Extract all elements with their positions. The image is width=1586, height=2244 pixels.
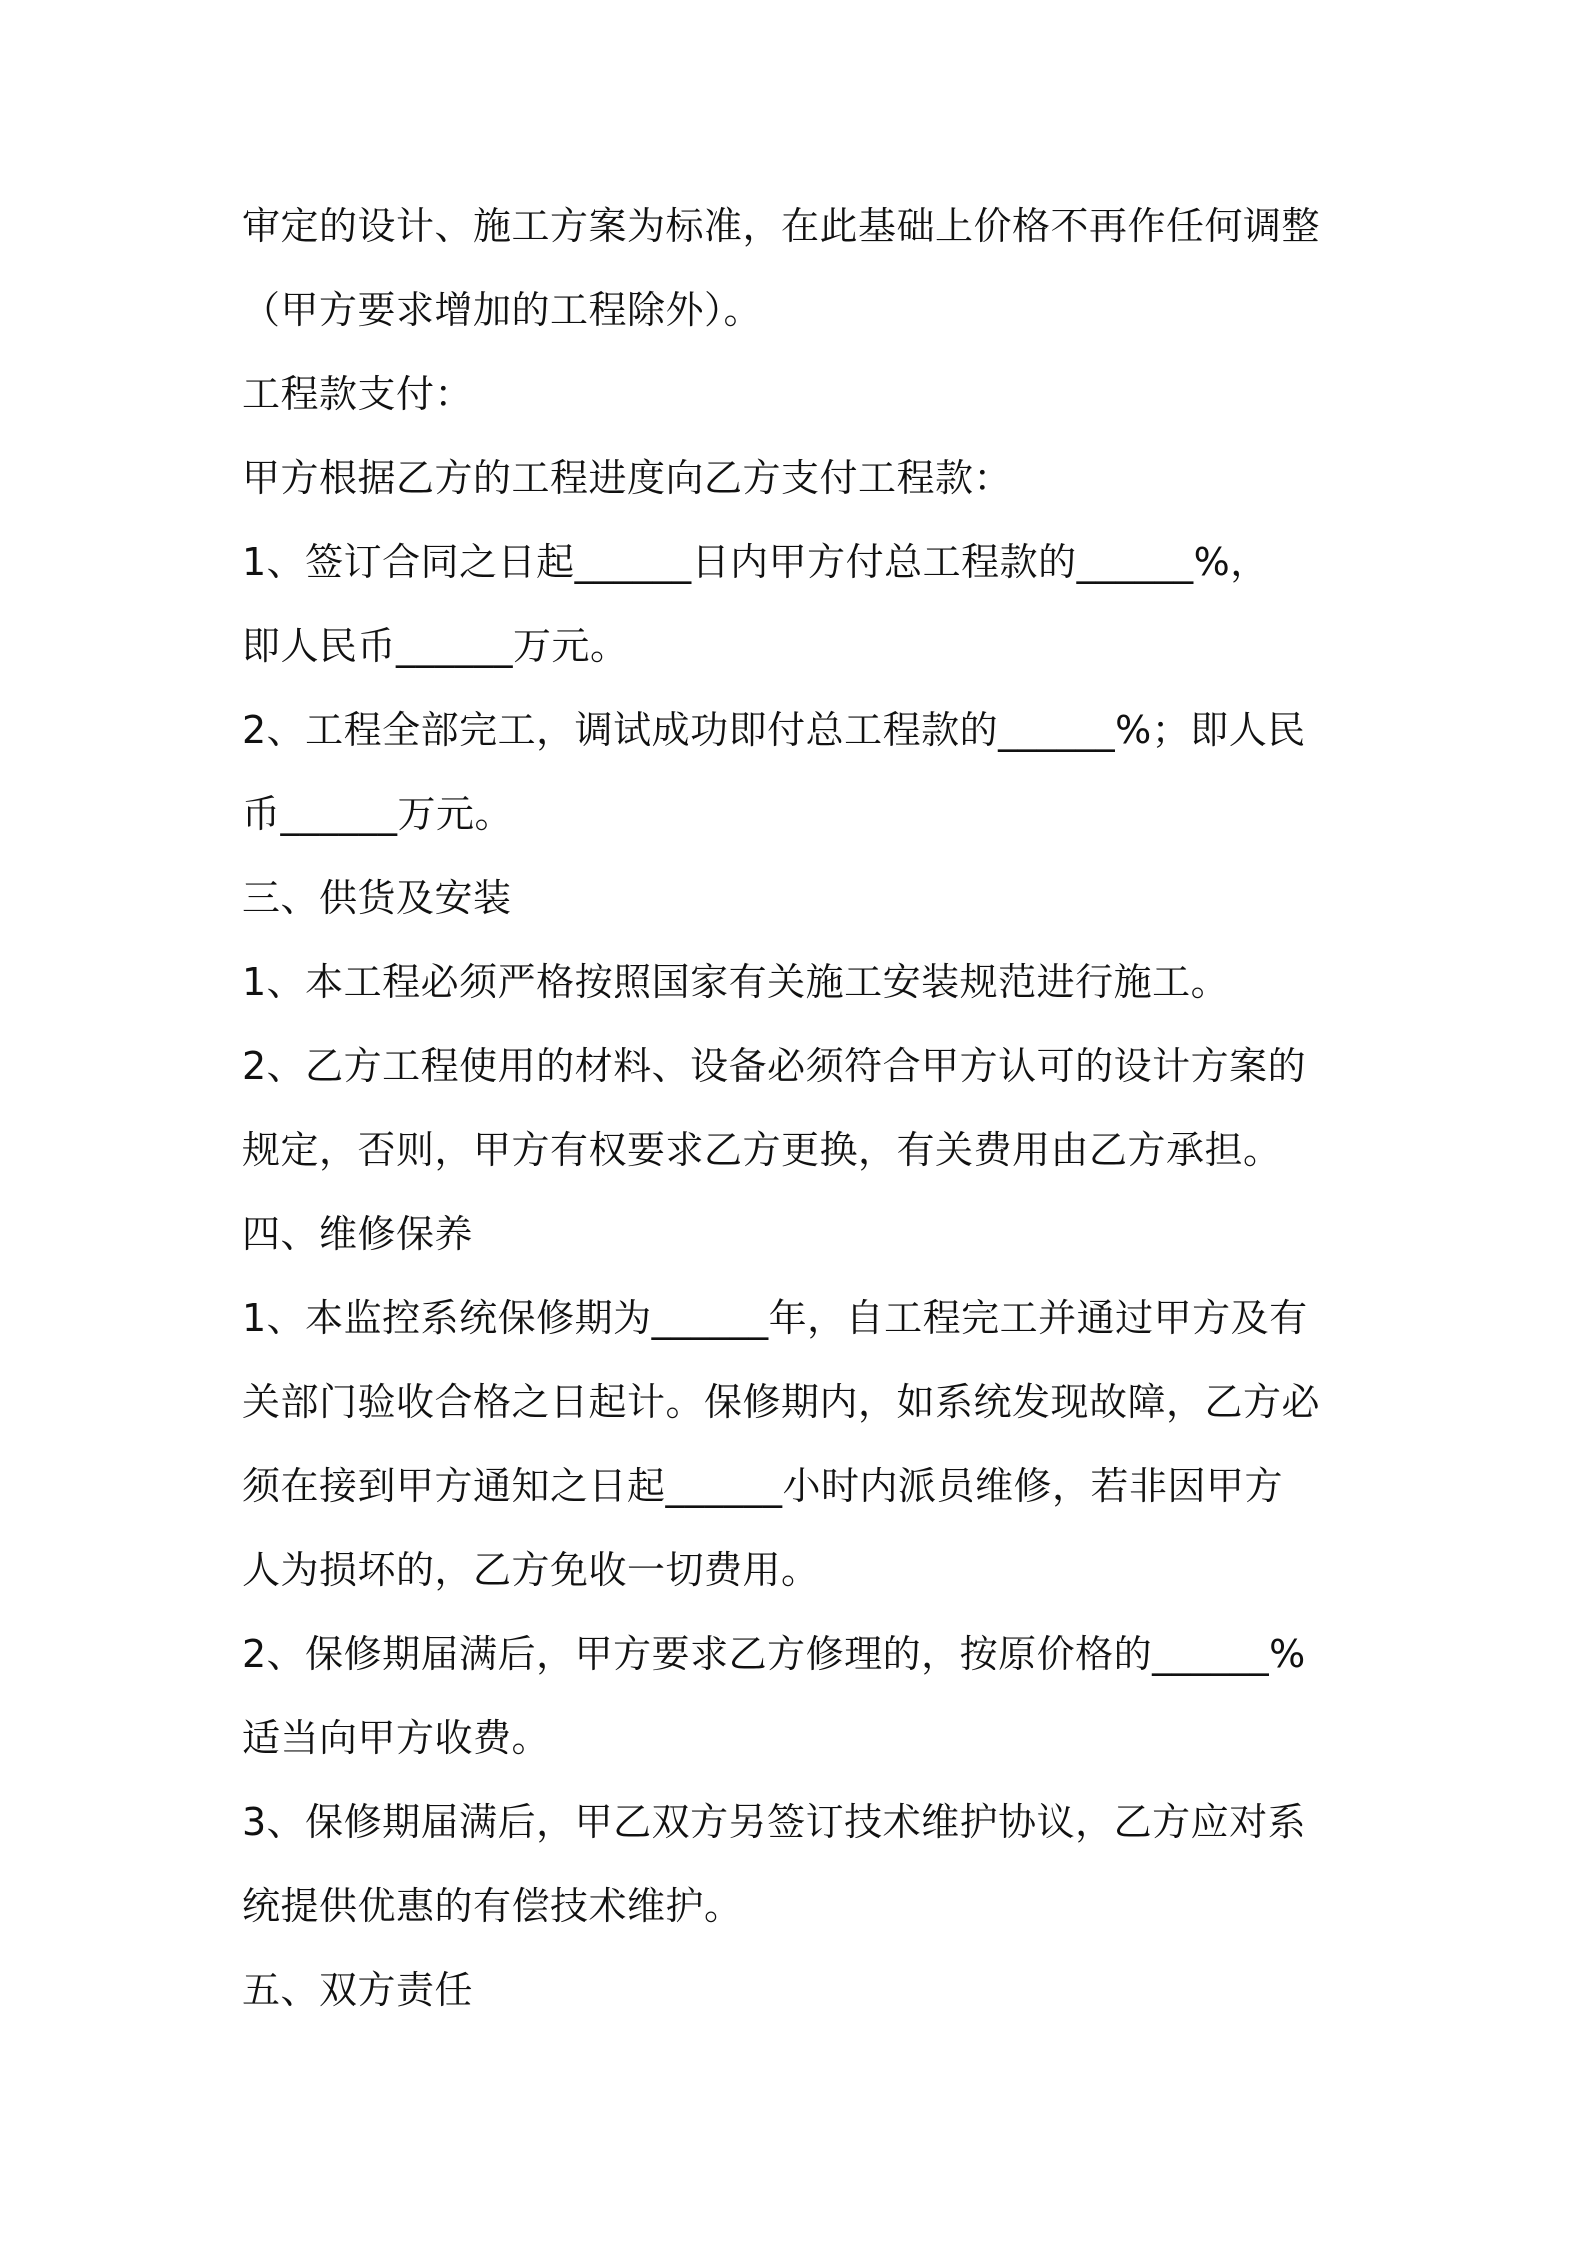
list-item-continued: 规定，否则，甲方有权要求乙方更换，有关费用由乙方承担。 (242, 1128, 1282, 1172)
list-item-continued: 统提供优惠的有偿技术维护。 (242, 1884, 743, 1928)
list-item: 2、保修期届满后，甲方要求乙方修理的，按原价格的______% (242, 1632, 1306, 1676)
list-item-continued: 即人民币______万元。 (242, 624, 629, 668)
list-item-continued: 须在接到甲方通知之日起______小时内派员维修，若非因甲方 (242, 1464, 1284, 1508)
section-heading: 四、维修保养 (242, 1212, 474, 1256)
list-item-continued: 关部门验收合格之日起计。保修期内，如系统发现故障，乙方必 (242, 1380, 1321, 1424)
paragraph-line: 甲方根据乙方的工程进度向乙方支付工程款： (242, 456, 1013, 500)
list-item-continued: 人为损坏的，乙方免收一切费用。 (242, 1548, 820, 1592)
list-item-continued: 币______万元。 (242, 792, 514, 836)
section-heading: 五、双方责任 (242, 1968, 474, 2012)
paragraph-line: 审定的设计、施工方案为标准，在此基础上价格不再作任何调整 (242, 204, 1321, 248)
list-item-continued: 适当向甲方收费。 (242, 1716, 551, 1760)
list-item: 1、签订合同之日起______日内甲方付总工程款的______%， (242, 540, 1269, 584)
list-item: 1、本监控系统保修期为______年，自工程完工并通过甲方及有 (242, 1296, 1308, 1340)
list-item: 2、乙方工程使用的材料、设备必须符合甲方认可的设计方案的 (242, 1044, 1307, 1088)
paragraph-line: （甲方要求增加的工程除外）。 (242, 288, 763, 332)
list-item: 1、本工程必须严格按照国家有关施工安装规范进行施工。 (242, 960, 1230, 1004)
section-heading: 三、供货及安装 (242, 876, 512, 920)
list-item: 2、工程全部完工，调试成功即付总工程款的______%；即人民 (242, 708, 1306, 752)
section-subtitle: 工程款支付： (242, 372, 474, 416)
list-item: 3、保修期届满后，甲乙双方另签订技术维护协议，乙方应对系 (242, 1800, 1307, 1844)
